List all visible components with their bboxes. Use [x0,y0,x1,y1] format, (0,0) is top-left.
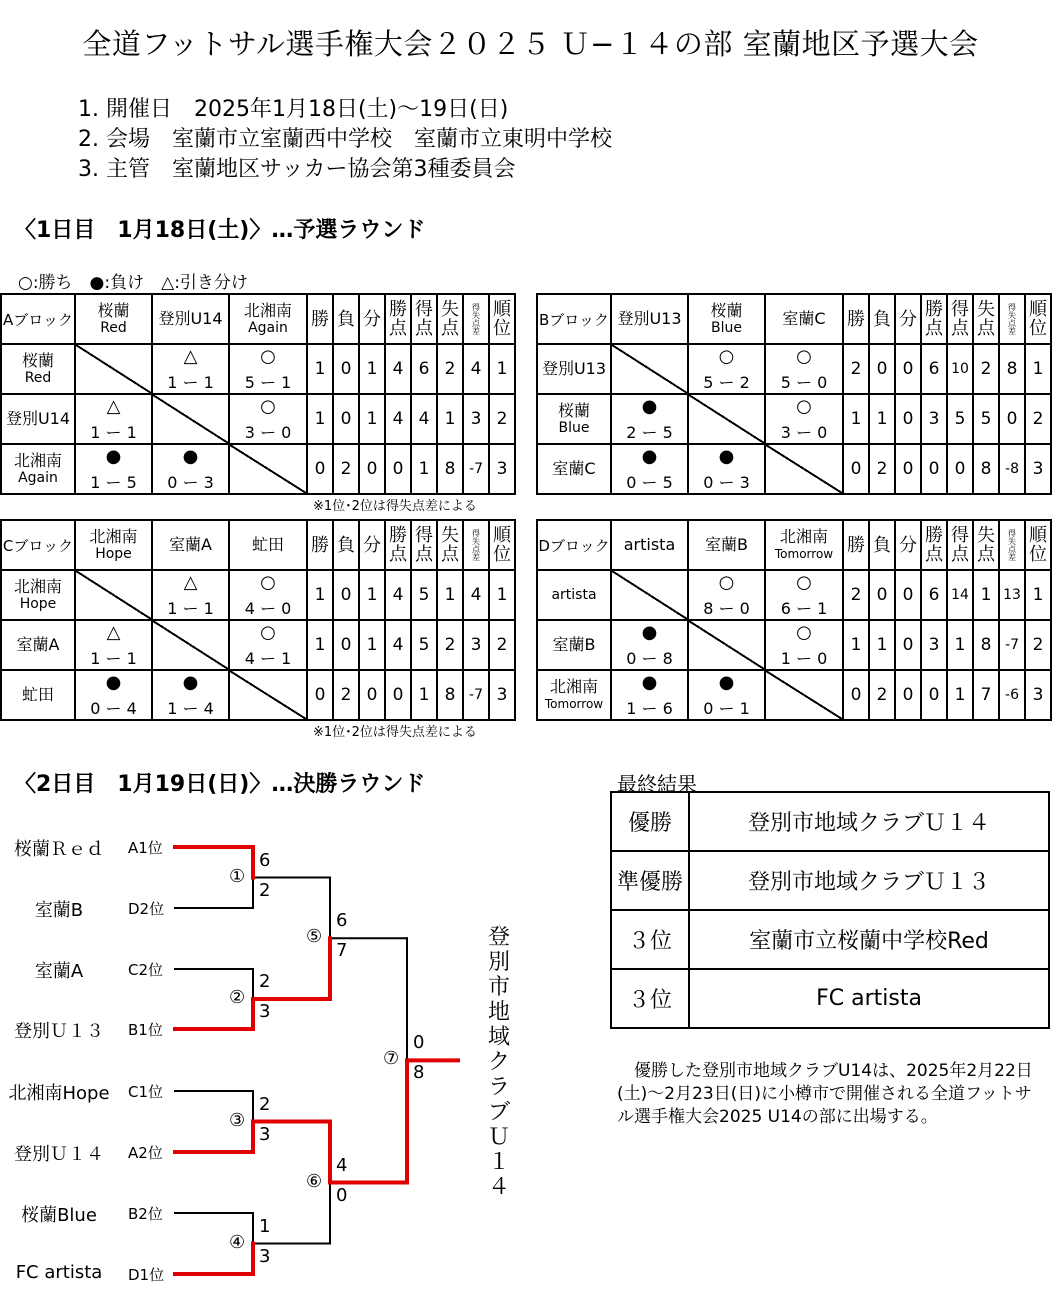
result-mark: ○ [796,346,812,367]
table-row [611,792,1049,851]
stat-header-label: 順位 [493,525,511,565]
match-score-top: 6 [259,849,271,871]
stat-points: 0 [921,670,947,720]
team-name: 登別U14 [158,309,223,328]
table-row [611,851,1049,910]
match-score: 5 ー 0 [780,373,828,392]
stat-loss: 0 [869,344,895,394]
stat-header-label: 勝 [847,534,865,556]
match-score: 6 ー 1 [780,599,828,618]
final-place: 準優勝 [611,851,689,910]
stat-draw: 0 [895,670,921,720]
bracket-seed: D2位 [128,900,165,918]
match-score: 2 ー 5 [626,423,673,442]
team-subname: Hope [19,596,57,612]
stat-loss: 0 [869,570,895,620]
stat-header-label: 勝点 [389,525,407,565]
team-name: 室蘭C [782,309,826,328]
stat-points: 3 [921,394,947,444]
stat-gf: 1 [947,670,973,720]
team-name: 北湘南 [13,577,62,596]
stat-header-label: 得点 [951,299,969,339]
stat-rank: 2 [1025,394,1051,444]
team-subname: Again [248,320,288,336]
match-score: 0 ー 8 [626,649,673,668]
stat-gd: -7 [999,620,1025,670]
stat-gf: 1 [411,670,437,720]
stat-header-label: 勝 [311,534,329,556]
final-results-table [610,791,1050,1029]
match-score: 1 ー 5 [90,473,137,492]
bracket-seed: C1位 [128,1083,164,1101]
stat-ga: 1 [973,570,999,620]
bracket-seed: A1位 [128,839,163,857]
match-score: 0 ー 4 [90,699,137,718]
final-place: 優勝 [611,792,689,851]
team-name: 虻田 [251,535,284,554]
match-number: ③ [229,1109,246,1131]
stat-header-label: 分 [363,308,381,330]
stat-ga: 2 [437,344,463,394]
stat-rank: 3 [489,444,515,494]
final-place: ３位 [611,969,689,1028]
final-place: ３位 [611,910,689,969]
day2-heading: 〈2日目 1月19日(日)〉…決勝ラウンド [14,772,426,797]
stat-points: 4 [385,620,411,670]
result-mark: △ [106,396,121,417]
stat-header-label: 順位 [1029,525,1047,565]
match-score: 1 ー 1 [167,373,214,392]
result-mark: ● [105,672,122,693]
stat-ga: 1 [437,394,463,444]
stat-header-label: 負 [337,308,355,330]
team-name: 桜蘭 [97,301,130,320]
team-name: 北湘南 [13,451,62,470]
match-score: 1 ー 1 [90,649,137,668]
result-mark: ● [641,446,658,467]
stat-loss: 1 [869,394,895,444]
result-mark: ● [718,446,735,467]
stat-gd: 0 [999,394,1025,444]
stat-points: 3 [921,620,947,670]
stat-rank: 1 [489,344,515,394]
result-mark: ○ [796,622,812,643]
bracket-seed: A2位 [128,1144,163,1162]
stat-rank: 2 [1025,620,1051,670]
stat-draw: 1 [359,570,385,620]
match-number: ⑥ [306,1170,323,1192]
stat-points: 0 [385,670,411,720]
stat-points: 4 [385,344,411,394]
stat-ga: 2 [973,344,999,394]
match-number: ④ [229,1231,246,1253]
team-name: 虻田 [21,685,54,704]
team-name: 桜蘭 [710,301,743,320]
stat-points: 6 [921,570,947,620]
match-score: 0 ー 3 [703,473,750,492]
match-score: 3 ー 0 [780,423,828,442]
block-name: Bブロック [537,294,611,344]
stat-header-label: 勝点 [389,299,407,339]
stat-win: 0 [843,670,869,720]
stat-ga: 8 [437,670,463,720]
stat-header-label: 得失点差 [1007,303,1017,335]
final-team: 登別市地域クラブＵ１４ [689,792,1049,851]
team-name: 北湘南 [549,677,598,696]
stat-draw: 0 [895,394,921,444]
stat-loss: 0 [333,570,359,620]
stat-header-label: 負 [337,534,355,556]
stat-rank: 1 [1025,344,1051,394]
match-score: 0 ー 3 [167,473,214,492]
stat-gf: 5 [947,394,973,444]
final-team: FC artista [689,969,1049,1028]
stat-rank: 3 [1025,444,1051,494]
stat-win: 0 [307,444,333,494]
stat-header-label: 得失点差 [1007,529,1017,561]
match-score-top: 4 [336,1154,348,1176]
team-subname: Tomorrow [544,697,604,711]
result-mark: ○ [796,572,812,593]
stat-gf: 5 [411,620,437,670]
stat-ga: 8 [973,620,999,670]
stat-loss: 0 [333,620,359,670]
team-name: 室蘭A [16,635,60,654]
match-score-top: 0 [413,1032,425,1054]
stat-win: 1 [307,344,333,394]
stat-rank: 1 [489,570,515,620]
team-name: 北湘南 [89,527,138,546]
stat-loss: 0 [333,394,359,444]
stat-loss: 2 [869,444,895,494]
team-name: 北湘南 [243,301,292,320]
team-subname: Tomorrow [774,547,834,561]
match-score-bottom: 3 [259,1001,271,1022]
stat-gf: 14 [947,570,973,620]
stat-points: 4 [385,570,411,620]
match-number: ⑤ [306,926,323,948]
match-score: 1 ー 4 [167,699,214,718]
match-score: 1 ー 0 [780,649,828,668]
stat-points: 6 [921,344,947,394]
stat-points: 0 [385,444,411,494]
result-mark: ● [182,446,199,467]
table-row [611,969,1049,1028]
stat-gf: 1 [947,620,973,670]
match-number: ② [229,987,246,1008]
stat-ga: 1 [437,570,463,620]
team-name: 登別U14 [5,409,71,428]
final-team: 登別市地域クラブＵ１３ [689,851,1049,910]
team-name: 北湘南 [779,527,828,546]
stat-draw: 1 [359,394,385,444]
stat-draw: 0 [895,444,921,494]
stat-draw: 0 [895,620,921,670]
stat-ga: 8 [437,444,463,494]
stat-gd: 13 [999,570,1025,620]
stat-win: 0 [843,444,869,494]
stat-draw: 0 [895,570,921,620]
stat-draw: 0 [895,344,921,394]
stat-rank: 3 [489,670,515,720]
bracket-seed: B1位 [128,1021,163,1039]
stat-gd: 8 [999,344,1025,394]
stat-win: 1 [843,620,869,670]
final-note: 優勝した登別市地域クラブU14は、2025年2月22日(土)〜2月23日(日)に小樽市で開催される全道フットサル選手権大会2025 U14の部に出場する。 [617,1061,1033,1127]
stat-ga: 8 [973,444,999,494]
result-mark: ○ [260,622,276,643]
match-score: 1 ー 6 [626,699,673,718]
stat-gd: -7 [463,444,489,494]
match-score: 5 ー 1 [244,373,292,392]
team-name: 桜蘭 [557,401,590,420]
block-name: Cブロック [1,520,75,570]
tiebreak-note-cd: ※1位･2位は得失点差による [313,725,477,740]
stat-draw: 1 [359,344,385,394]
match-score-bottom: 2 [259,879,271,901]
info-date: 1. 開催日 2025年1月18日(土)〜19日(日) [78,97,509,122]
team-name: artista [551,587,597,603]
stat-gd: -6 [999,670,1025,720]
team-subname: Blue [558,420,590,436]
match-score: 5 ー 2 [703,373,750,392]
result-mark: ○ [718,572,735,593]
match-score-bottom: 0 [336,1184,348,1206]
stat-header-label: 失点 [977,299,995,339]
tiebreak-note-ab: ※1位･2位は得失点差による [313,499,477,514]
stat-ga: 5 [973,394,999,444]
result-mark: ● [641,672,658,693]
stat-gf: 5 [411,570,437,620]
stat-gd: -8 [999,444,1025,494]
match-score-bottom: 3 [259,1245,271,1267]
stat-header-label: 負 [873,534,891,556]
info-organizer: 3. 主管 室蘭地区サッカー協会第3種委員会 [78,157,516,182]
team-subname: Red [24,370,52,386]
table-row [611,910,1049,969]
match-score: 1 ー 1 [90,423,137,442]
stat-header-label: 勝 [311,308,329,330]
bracket-team: 登別Ｕ１４ [14,1144,104,1165]
stat-rank: 2 [489,394,515,444]
match-score-bottom: 3 [259,1123,271,1145]
stat-gf: 1 [411,444,437,494]
stat-header-label: 勝点 [925,299,943,339]
stat-gd: -7 [463,670,489,720]
bracket-seed: C2位 [128,961,164,979]
bracket-team: FC artista [15,1262,103,1283]
match-score-top: 1 [259,1215,271,1237]
bracket-team: 桜蘭Blue [21,1205,97,1226]
stat-draw: 1 [359,620,385,670]
stat-header-label: 分 [363,534,381,556]
stat-header-label: 負 [873,308,891,330]
bracket-seed: D1位 [128,1266,165,1284]
stat-points: 4 [385,394,411,444]
stat-loss: 1 [869,620,895,670]
stat-gf: 4 [411,394,437,444]
team-name: 室蘭A [169,535,212,554]
stat-win: 2 [843,344,869,394]
bracket-team: 室蘭A [34,961,84,982]
result-mark: ○ [260,396,276,417]
match-score: 1 ー 1 [167,599,214,618]
bracket-team: 北湘南Hope [8,1083,110,1104]
match-score-top: 2 [259,1093,271,1115]
bracket-seed: B2位 [128,1205,163,1223]
stat-header-label: 失点 [977,525,995,565]
stat-win: 1 [843,394,869,444]
team-name: 室蘭B [705,535,748,554]
match-number: ① [229,865,246,887]
stat-header-label: 勝 [847,308,865,330]
stat-header-label: 順位 [1029,299,1047,339]
stat-loss: 2 [333,444,359,494]
bracket-team: 登別Ｕ１３ [14,1021,104,1042]
match-score: 4 ー 1 [244,649,292,668]
stat-header-label: 順位 [493,299,511,339]
result-mark: △ [106,622,121,643]
stat-win: 1 [307,394,333,444]
match-score: 8 ー 0 [703,599,750,618]
match-score-top: 2 [259,971,271,992]
result-mark: △ [183,572,198,593]
stat-rank: 2 [489,620,515,670]
day1-heading: 〈1日目 1月18日(土)〉…予選ラウンド [14,218,426,243]
team-subname: Hope [95,546,132,562]
stat-header-label: 得失点差 [471,303,481,335]
result-mark: ● [641,396,658,417]
stat-gd: 4 [463,344,489,394]
team-subname: Blue [711,320,742,336]
stat-rank: 1 [1025,570,1051,620]
stat-gd: 3 [463,394,489,444]
stat-gf: 0 [947,444,973,494]
stat-gd: 4 [463,570,489,620]
stat-rank: 3 [1025,670,1051,720]
result-mark: ○ [796,396,812,417]
stat-ga: 7 [973,670,999,720]
stat-header-label: 分 [899,534,917,556]
team-name: 室蘭B [552,635,596,654]
result-mark: ● [105,446,122,467]
stat-header-label: 失点 [441,525,459,565]
match-score: 0 ー 5 [626,473,673,492]
stat-header-label: 失点 [441,299,459,339]
stat-header-label: 分 [899,308,917,330]
block-name: Dブロック [537,520,611,570]
team-subname: Red [100,320,127,336]
match-number: ⑦ [383,1048,400,1070]
result-mark: △ [183,346,198,367]
bracket-team: 室蘭B [34,900,84,921]
result-mark: ○ [718,346,735,367]
result-mark: ● [182,672,199,693]
stat-header-label: 得点 [415,299,433,339]
stat-gd: 3 [463,620,489,670]
team-name: 室蘭C [552,459,596,478]
team-subname: Again [18,470,58,486]
stat-header-label: 勝点 [925,525,943,565]
stat-header-label: 得点 [415,525,433,565]
stat-win: 1 [307,620,333,670]
stat-draw: 0 [359,444,385,494]
match-score: 0 ー 1 [703,699,750,718]
stat-ga: 2 [437,620,463,670]
stat-win: 2 [843,570,869,620]
result-mark: ● [718,672,735,693]
result-mark: ○ [260,346,276,367]
result-legend: ○:勝ち ●:負け △:引き分け [18,273,248,293]
team-name: artista [623,535,676,554]
match-score: 4 ー 0 [244,599,292,618]
team-name: 登別U13 [617,309,682,328]
stat-gf: 10 [947,344,973,394]
final-results-label: 最終結果 [617,772,697,796]
result-mark: ● [641,622,658,643]
match-score-bottom: 8 [413,1062,425,1084]
result-mark: ○ [260,572,276,593]
block-name: Aブロック [1,294,75,344]
final-team: 室蘭市立桜蘭中学校Red [689,910,1049,969]
match-score-bottom: 7 [336,940,348,962]
stat-draw: 0 [359,670,385,720]
page-title: 全道フットサル選手権大会２０２５ Ｕ−１４の部 室蘭地区予選大会 [82,27,979,61]
match-score-top: 6 [336,910,348,932]
stat-header-label: 得点 [951,525,969,565]
stat-loss: 2 [869,670,895,720]
team-name: 桜蘭 [21,351,54,370]
match-score: 3 ー 0 [244,423,292,442]
stat-header-label: 得失点差 [471,529,481,561]
stat-win: 0 [307,670,333,720]
bracket-team: 桜蘭Ｒｅｄ [14,839,104,860]
stat-loss: 0 [333,344,359,394]
stat-points: 0 [921,444,947,494]
stat-loss: 2 [333,670,359,720]
stat-gf: 6 [411,344,437,394]
info-venue: 2. 会場 室蘭市立室蘭西中学校 室蘭市立東明中学校 [78,127,612,152]
champion-label: 登別市地域クラブＵ１４ [487,925,510,1200]
stat-win: 1 [307,570,333,620]
team-name: 登別U13 [541,359,607,378]
